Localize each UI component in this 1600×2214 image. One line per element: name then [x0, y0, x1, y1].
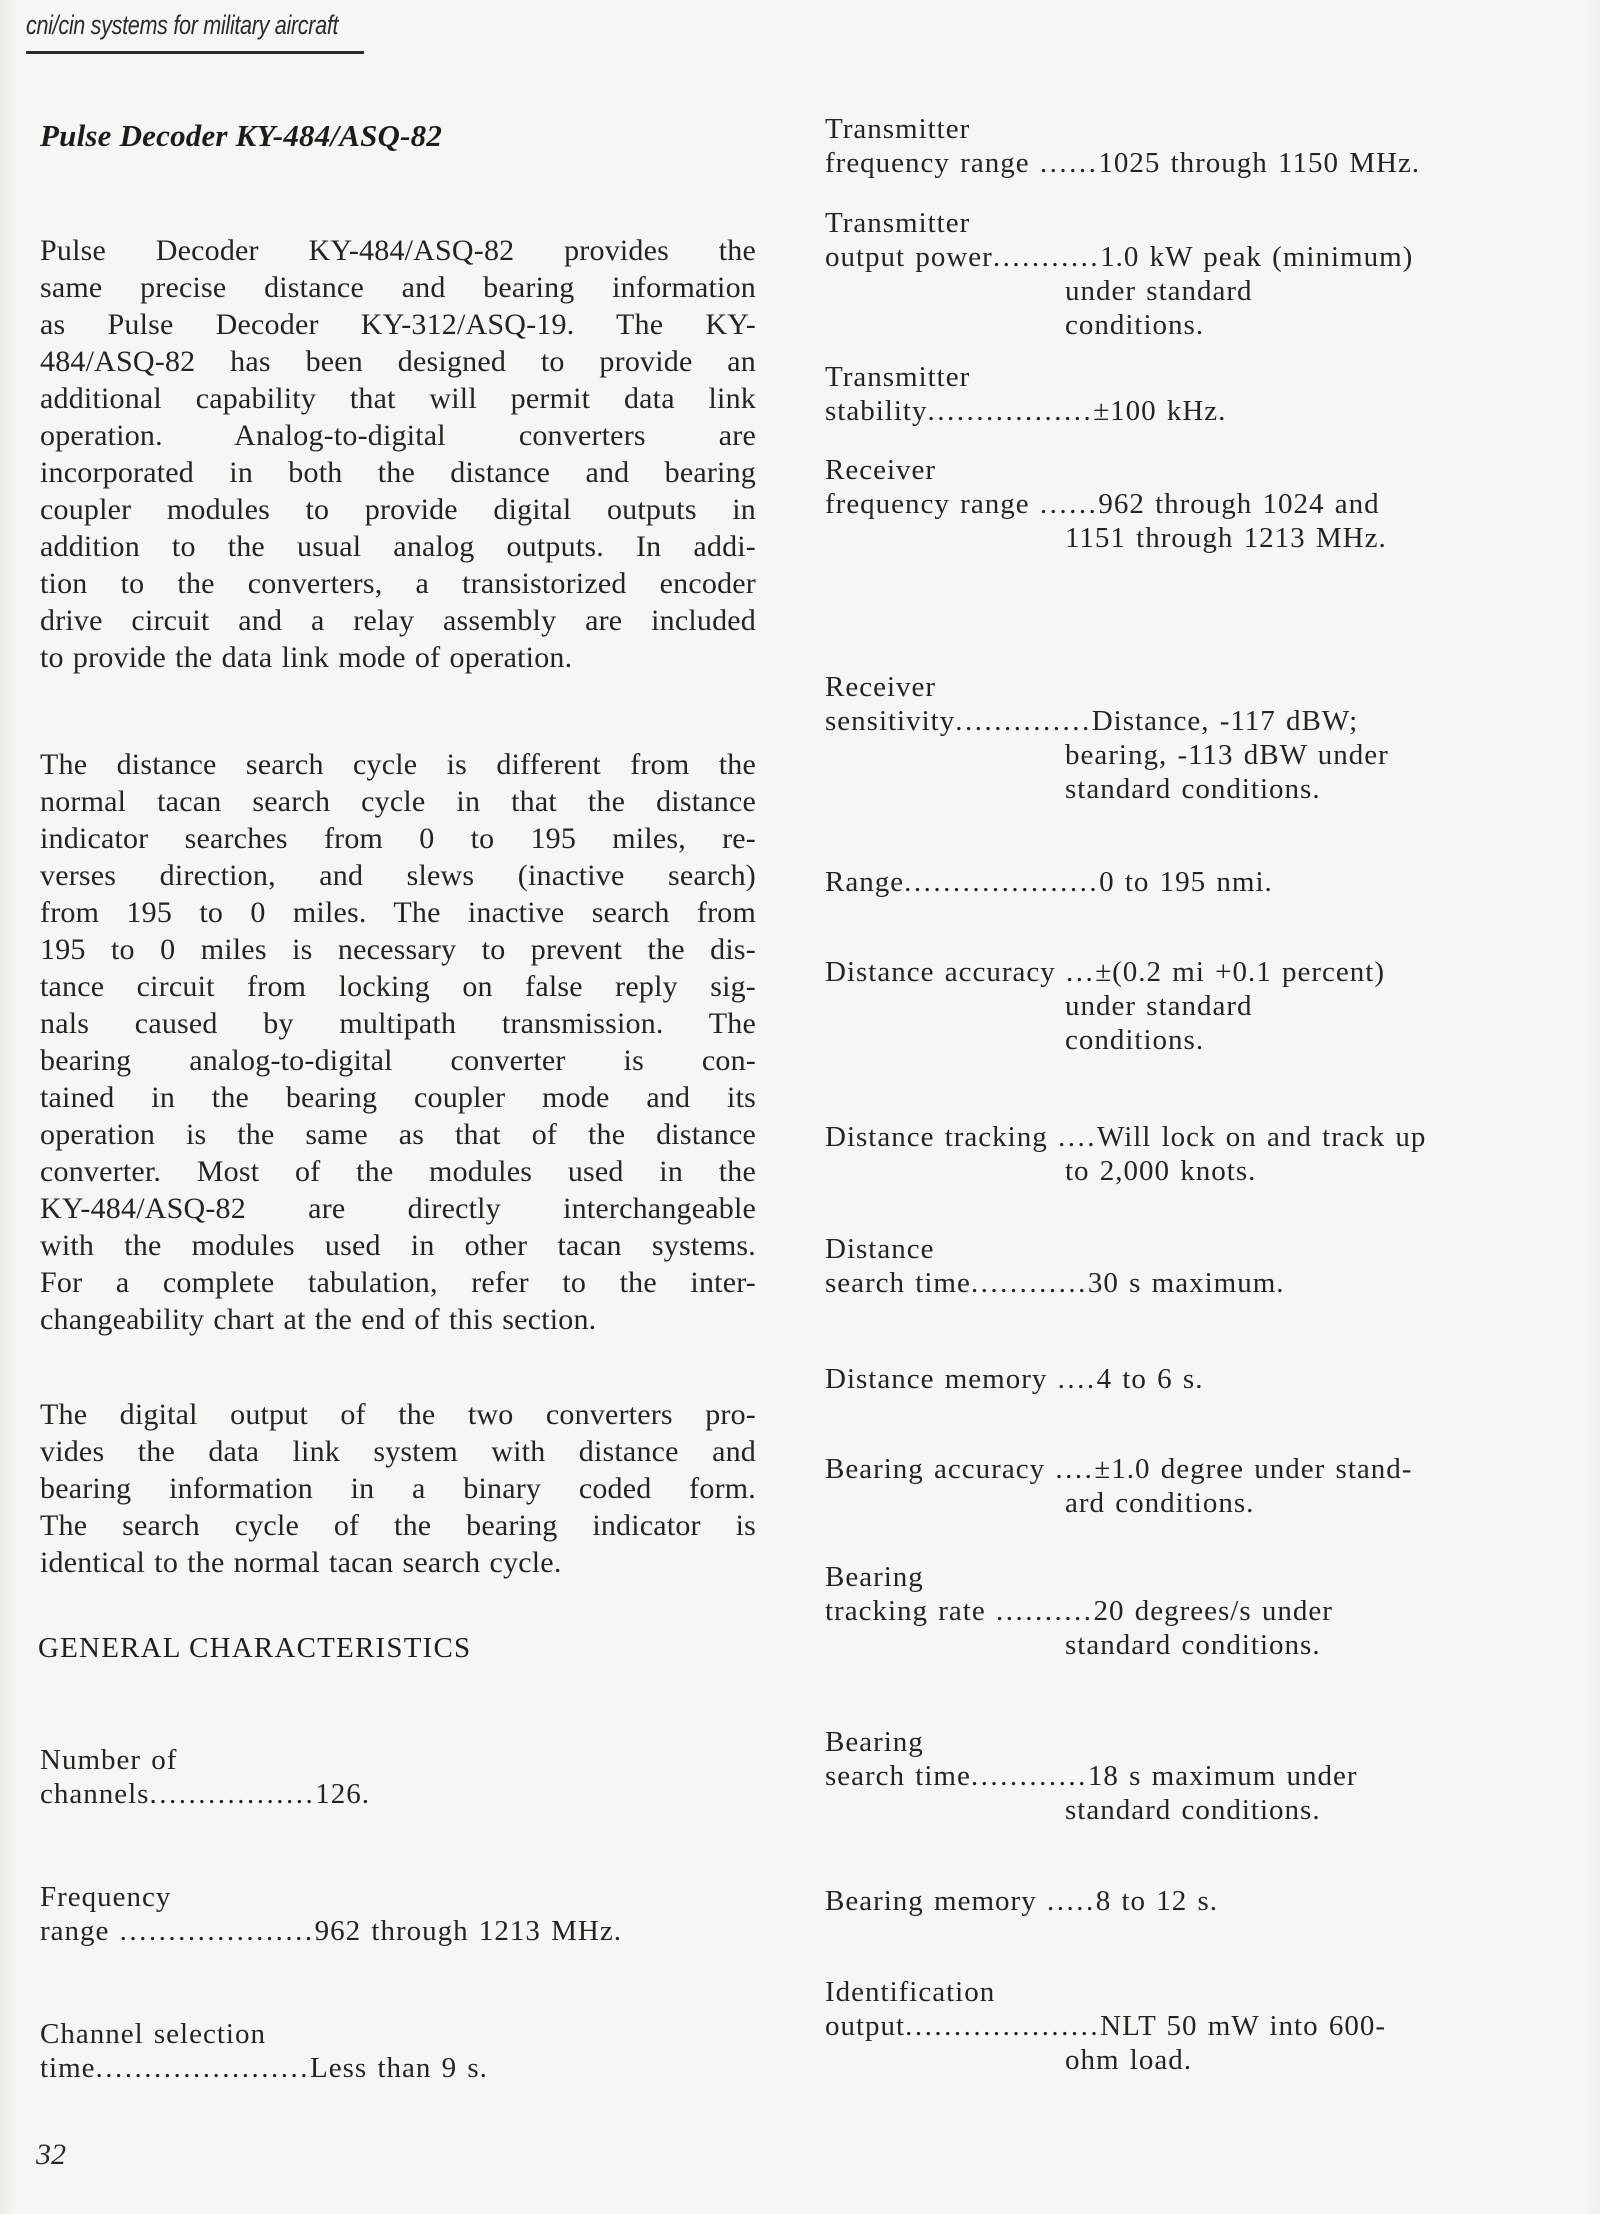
spec-entry	[825, 1884, 1218, 1918]
spec-term: tracking rate	[825, 1595, 996, 1627]
paragraph-line: drive circuit and a relay assembly are included	[40, 604, 756, 637]
spec-entry	[825, 865, 1273, 899]
paragraph-line: For a complete tabulation, refer to the inter-	[40, 1266, 756, 1299]
spec-label-line: Transmitter	[825, 207, 971, 239]
spec-term: Bearing memory	[825, 1885, 1047, 1917]
spec-leader-line	[825, 865, 1273, 899]
spec-leader-line	[825, 704, 1389, 738]
spec-continuation-line: conditions.	[1065, 309, 1205, 341]
spec-leader-line	[825, 1884, 1218, 1918]
spec-value: NLT 50 mW into 600-	[1100, 2010, 1386, 2042]
spec-dot-leader: ...........	[992, 241, 1101, 273]
spec-leader-line	[40, 1777, 370, 1811]
spec-leader-line	[825, 1594, 1333, 1628]
spec-label-line: Receiver	[825, 454, 937, 486]
spec-dot-leader: ....	[1055, 1453, 1095, 1485]
spec-dot-leader: .................	[149, 1778, 316, 1810]
paragraph-line: verses direction, and slews (inactive search)	[40, 859, 756, 892]
spec-leader-line	[825, 1266, 1285, 1300]
paragraph-line: to provide the data link mode of operation.	[40, 641, 573, 674]
spec-entry	[825, 1725, 1358, 1827]
spec-continuation-line: ard conditions.	[1065, 1487, 1255, 1519]
spec-dot-leader: ....................	[904, 866, 1100, 898]
spec-value: 18 s maximum under	[1087, 1760, 1358, 1792]
paragraph-line: bearing analog-to-digital converter is con-	[40, 1044, 756, 1077]
spec-value: 1025 through 1150 MHz.	[1098, 147, 1421, 179]
spec-leader-line	[825, 955, 1385, 989]
spec-leader-line	[825, 240, 1413, 274]
spec-dot-leader: ............	[970, 1267, 1088, 1299]
paragraph-line: with the modules used in other tacan systems.	[40, 1229, 756, 1262]
spec-term: search time	[825, 1760, 971, 1792]
spec-dot-leader: ....	[1057, 1363, 1097, 1395]
running-header-text: cni/cin systems for military aircraft	[26, 10, 339, 40]
spec-entry	[825, 112, 1420, 180]
spec-leader-line	[40, 1914, 622, 1948]
spec-entry	[40, 1880, 622, 1948]
spec-dot-leader: ....................	[119, 1915, 315, 1947]
paragraph-line: addition to the usual analog outputs. In addi-	[40, 530, 756, 563]
spec-term: sensitivity	[825, 705, 956, 737]
spec-label-line: Identification	[825, 1976, 996, 2008]
page-number: 32	[36, 2138, 66, 2171]
spec-continuation-line: bearing, -113 dBW under	[1065, 739, 1389, 771]
spec-continuation-line: under standard	[1065, 275, 1253, 307]
paragraph-line: normal tacan search cycle in that the distance	[40, 785, 756, 818]
paragraph	[40, 1396, 756, 1581]
spec-continuation-line: ohm load.	[1065, 2044, 1192, 2076]
spec-value: 8 to 12 s.	[1095, 1885, 1219, 1917]
spec-label-line: Transmitter	[825, 361, 971, 393]
paragraph-line: 195 to 0 miles is necessary to prevent the dis-	[40, 933, 756, 966]
spec-term: Range	[825, 866, 905, 898]
spec-entry	[825, 360, 1226, 428]
spec-leader-line	[825, 487, 1387, 521]
spec-entry	[825, 1560, 1333, 1662]
paragraph-line: tained in the bearing coupler mode and its	[40, 1081, 756, 1114]
spec-leader-line	[825, 146, 1420, 180]
spec-label-line: Bearing	[825, 1726, 924, 1758]
spec-label-line: Bearing	[825, 1561, 924, 1593]
spec-label-line: Receiver	[825, 671, 937, 703]
spec-entry	[40, 1743, 370, 1811]
paragraph-line: 484/ASQ-82 has been designed to provide an	[40, 345, 756, 378]
spec-leader-line	[825, 1120, 1426, 1154]
spec-value: ±100 kHz.	[1093, 395, 1227, 427]
paragraph-line: nals caused by multipath transmission. The	[40, 1007, 756, 1040]
spec-term: time	[40, 2052, 96, 2084]
spec-continuation-line: standard conditions.	[1065, 773, 1321, 805]
paragraph-line: The digital output of the two converters pro-	[40, 1398, 756, 1431]
spec-dot-leader: ....	[1057, 1121, 1097, 1153]
paragraph-line: as Pulse Decoder KY-312/ASQ-19. The KY-	[40, 308, 756, 341]
spec-continuation-line: standard conditions.	[1065, 1794, 1321, 1826]
paragraph-line: from 195 to 0 miles. The inactive search from	[40, 896, 756, 929]
spec-value: 20 degrees/s under	[1093, 1595, 1333, 1627]
running-header	[26, 10, 364, 54]
spec-dot-leader: ....................	[905, 2010, 1101, 2042]
spec-term: Bearing accuracy	[825, 1453, 1056, 1485]
paragraph-line: coupler modules to provide digital outputs in	[40, 493, 756, 526]
spec-dot-leader: .....	[1046, 1885, 1096, 1917]
spec-value: 126.	[315, 1778, 370, 1810]
spec-dot-leader: ...	[1065, 956, 1096, 988]
paragraph-line: The distance search cycle is different from the	[40, 748, 756, 781]
spec-value: 1.0 kW peak (minimum)	[1100, 241, 1414, 273]
spec-value: 962 through 1213 MHz.	[314, 1915, 622, 1947]
paragraph-line: tion to the converters, a transistorized encoder	[40, 567, 756, 600]
paragraph-line: bearing information in a binary coded form.	[40, 1472, 756, 1505]
article-title: Pulse Decoder KY-484/ASQ-82	[40, 118, 443, 153]
spec-continuation-line: under standard	[1065, 990, 1253, 1022]
paragraph-line: incorporated in both the distance and bearing	[40, 456, 756, 489]
paragraph-line: vides the data link system with distance and	[40, 1435, 756, 1468]
spec-leader-line	[825, 2009, 1386, 2043]
spec-value: ±1.0 degree under stand-	[1094, 1453, 1413, 1485]
paragraph-line: additional capability that will permit data link	[40, 382, 756, 415]
spec-continuation-line: to 2,000 knots.	[1065, 1155, 1257, 1187]
spec-continuation-line: 1151 through 1213 MHz.	[1065, 522, 1387, 554]
spec-leader-line	[825, 1452, 1412, 1486]
spec-term: frequency range	[825, 488, 1040, 520]
spec-entry	[40, 2017, 488, 2085]
paragraph-line: tance circuit from locking on false reply sig-	[40, 970, 756, 1003]
spec-label-line: Distance	[825, 1233, 935, 1265]
spec-value: 30 s maximum.	[1087, 1267, 1285, 1299]
spec-label-line: Transmitter	[825, 113, 971, 145]
paragraph-line: The search cycle of the bearing indicator is	[40, 1509, 756, 1542]
spec-dot-leader: ......	[1039, 488, 1099, 520]
spec-leader-line	[825, 394, 1226, 428]
right-column-specs	[825, 0, 1445, 2214]
spec-dot-leader: ......................	[95, 2052, 311, 2084]
spec-term: channels	[40, 1778, 150, 1810]
spec-term: Distance accuracy	[825, 956, 1066, 988]
spec-leader-line	[825, 1759, 1358, 1793]
paragraph-line: indicator searches from 0 to 195 miles, re-	[40, 822, 756, 855]
spec-entry	[825, 1975, 1386, 2077]
spec-label-line: Number of	[40, 1744, 178, 1776]
spec-entry	[825, 453, 1387, 555]
spec-dot-leader: ..............	[955, 705, 1092, 737]
spec-leader-line	[40, 2051, 488, 2085]
spec-value: Will lock on and track up	[1096, 1121, 1427, 1153]
spec-value: Less than 9 s.	[310, 2052, 488, 2084]
spec-term: range	[40, 1915, 120, 1947]
spec-entry	[825, 955, 1385, 1057]
paragraph-line: operation. Analog-to-digital converters are	[40, 419, 756, 452]
paragraph-line: identical to the normal tacan search cycle.	[40, 1546, 562, 1579]
paragraph-line: Pulse Decoder KY-484/ASQ-82 provides the	[40, 234, 756, 267]
spec-dot-leader: .................	[927, 395, 1094, 427]
spec-term: output	[825, 2010, 906, 2042]
general-characteristics-heading: GENERAL CHARACTERISTICS	[38, 1632, 472, 1664]
spec-value: Distance, -117 dBW;	[1091, 705, 1359, 737]
spec-dot-leader: ..........	[995, 1595, 1094, 1627]
spec-term: stability	[825, 395, 928, 427]
spec-term: Distance memory	[825, 1363, 1058, 1395]
spec-entry	[825, 1232, 1285, 1300]
paragraph-line: operation is the same as that of the distance	[40, 1118, 756, 1151]
spec-dot-leader: ............	[970, 1760, 1088, 1792]
spec-continuation-line: conditions.	[1065, 1024, 1205, 1056]
spec-entry	[825, 1452, 1412, 1520]
spec-continuation-line: standard conditions.	[1065, 1629, 1321, 1661]
spec-value: 0 to 195 nmi.	[1099, 866, 1273, 898]
paragraph	[40, 746, 756, 1338]
spec-entry	[825, 206, 1413, 342]
spec-entry	[825, 1362, 1203, 1396]
paragraph	[40, 232, 756, 676]
spec-label-line: Channel selection	[40, 2018, 266, 2050]
spec-value: ±(0.2 mi +0.1 percent)	[1095, 956, 1386, 988]
spec-label-line: Frequency	[40, 1881, 172, 1913]
spec-term: frequency range	[825, 147, 1040, 179]
spec-term: search time	[825, 1267, 971, 1299]
spec-entry	[825, 1120, 1426, 1188]
spec-value: 4 to 6 s.	[1096, 1363, 1204, 1395]
spec-term: Distance tracking	[825, 1121, 1058, 1153]
paragraph-line: same precise distance and bearing information	[40, 271, 756, 304]
paragraph-line: changeability chart at the end of this section.	[40, 1303, 597, 1336]
spec-value: 962 through 1024 and	[1098, 488, 1380, 520]
spec-term: output power	[825, 241, 993, 273]
spec-entry	[825, 670, 1389, 806]
spec-dot-leader: ......	[1039, 147, 1099, 179]
paragraph-line: KY-484/ASQ-82 are directly interchangeable	[40, 1192, 756, 1225]
spec-leader-line	[825, 1362, 1203, 1396]
paragraph-line: converter. Most of the modules used in the	[40, 1155, 756, 1188]
